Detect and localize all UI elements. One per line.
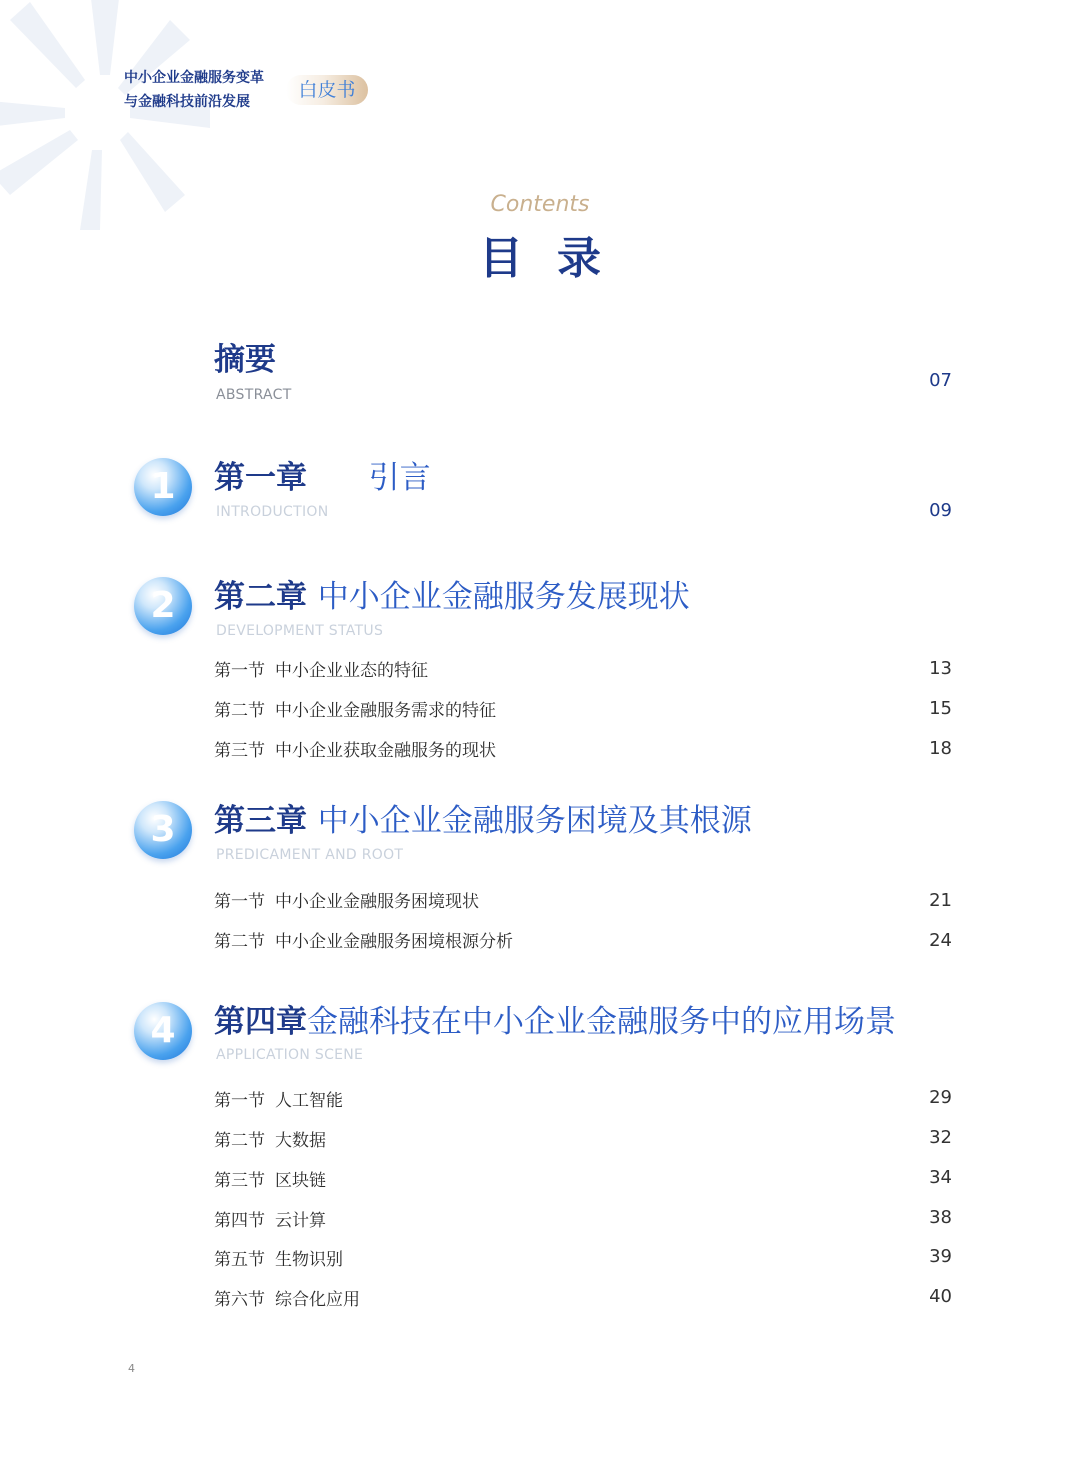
toc-chapter-4-section-4[interactable]: [214, 1206, 326, 1231]
section-title: 中小企业金融服务困境现状: [275, 892, 479, 912]
section-number: 第一节: [214, 892, 265, 912]
contents-heading-en: Contents: [490, 192, 590, 217]
chapter-2-en: DEVELOPMENT STATUS: [216, 623, 384, 639]
chapter-1-en: INTRODUCTION: [216, 504, 329, 520]
toc-abstract-page: 07: [929, 370, 952, 391]
whitepaper-badge: 白皮书: [286, 75, 368, 105]
section-title: 人工智能: [275, 1091, 343, 1111]
section-number: 第六节: [214, 1290, 265, 1310]
chapter-4-number-badge: 4: [134, 1002, 192, 1060]
section-title: 中小企业金融服务困境根源分析: [275, 932, 513, 952]
section-page: 13: [929, 658, 952, 679]
section-number: 第一节: [214, 661, 265, 681]
section-number: 第一节: [214, 1091, 265, 1111]
toc-abstract-en: ABSTRACT: [216, 387, 292, 403]
section-title: 云计算: [275, 1211, 326, 1231]
toc-chapter-1[interactable]: [214, 452, 431, 497]
toc-chapter-2-section-1[interactable]: [214, 656, 428, 681]
section-number: 第五节: [214, 1250, 265, 1270]
chapter-3-number-badge: 3: [134, 801, 192, 859]
section-page: 29: [929, 1087, 952, 1108]
section-number: 第二节: [214, 932, 265, 952]
chapter-3-title: 中小企业金融服务困境及其根源: [317, 803, 752, 839]
toc-chapter-4[interactable]: [214, 996, 896, 1041]
section-title: 区块链: [275, 1171, 326, 1191]
toc-chapter-3-section-1[interactable]: [214, 887, 479, 912]
toc-chapter-4-section-2[interactable]: [214, 1126, 326, 1151]
section-number: 第四节: [214, 1211, 265, 1231]
whitepaper-title: [124, 66, 264, 114]
chapter-4-title: 金融科技在中小企业金融服务中的应用场景: [307, 1004, 896, 1040]
section-title: 中小企业金融服务需求的特征: [275, 701, 496, 721]
contents-heading-zh: 目录: [479, 233, 635, 284]
chapter-1-number: 第一章: [214, 460, 307, 496]
chapter-4-number: 第四章: [214, 1004, 307, 1040]
section-page: 39: [929, 1246, 952, 1267]
chapter-3-number: 第三章: [214, 803, 307, 839]
toc-chapter-3[interactable]: [214, 795, 752, 840]
section-page: 21: [929, 890, 952, 911]
section-page: 34: [929, 1167, 952, 1188]
chapter-1-title: 引言: [368, 460, 431, 496]
section-number: 第三节: [214, 1171, 265, 1191]
toc-chapter-4-section-3[interactable]: [214, 1166, 326, 1191]
section-title: 综合化应用: [275, 1290, 360, 1310]
page-number: 4: [128, 1362, 135, 1375]
chapter-4-en: APPLICATION SCENE: [216, 1047, 364, 1063]
section-page: 40: [929, 1286, 952, 1307]
section-number: 第三节: [214, 741, 265, 761]
chapter-1-number-badge: 1: [134, 458, 192, 516]
toc-chapter-4-section-6[interactable]: [214, 1285, 360, 1310]
section-number: 第二节: [214, 1131, 265, 1151]
toc-chapter-4-section-1[interactable]: [214, 1086, 343, 1111]
section-title: 大数据: [275, 1131, 326, 1151]
chapter-2-title: 中小企业金融服务发展现状: [317, 579, 690, 615]
toc-abstract-title[interactable]: [214, 334, 276, 379]
toc-chapter-3-section-2[interactable]: [214, 927, 513, 952]
toc-chapter-2-section-2[interactable]: [214, 696, 496, 721]
section-page: 18: [929, 738, 952, 759]
section-page: 32: [929, 1127, 952, 1148]
chapter-2-number-badge: 2: [134, 577, 192, 635]
toc-chapter-2[interactable]: [214, 571, 690, 616]
toc-chapter-2-section-3[interactable]: [214, 736, 496, 761]
chapter-1-page: 09: [929, 500, 952, 521]
whitepaper-title-line2: 与金融科技前沿发展: [124, 94, 250, 110]
whitepaper-title-line1: 中小企业金融服务变革: [124, 70, 264, 86]
section-number: 第二节: [214, 701, 265, 721]
toc-abstract-title-text: 摘要: [214, 342, 276, 378]
chapter-3-en: PREDICAMENT AND ROOT: [216, 847, 404, 863]
section-title: 中小企业业态的特征: [275, 661, 428, 681]
section-page: 38: [929, 1207, 952, 1228]
section-title: 中小企业获取金融服务的现状: [275, 741, 496, 761]
section-title: 生物识别: [275, 1250, 343, 1270]
section-page: 24: [929, 930, 952, 951]
chapter-2-number: 第二章: [214, 579, 307, 615]
toc-chapter-4-section-5[interactable]: [214, 1245, 343, 1270]
section-page: 15: [929, 698, 952, 719]
